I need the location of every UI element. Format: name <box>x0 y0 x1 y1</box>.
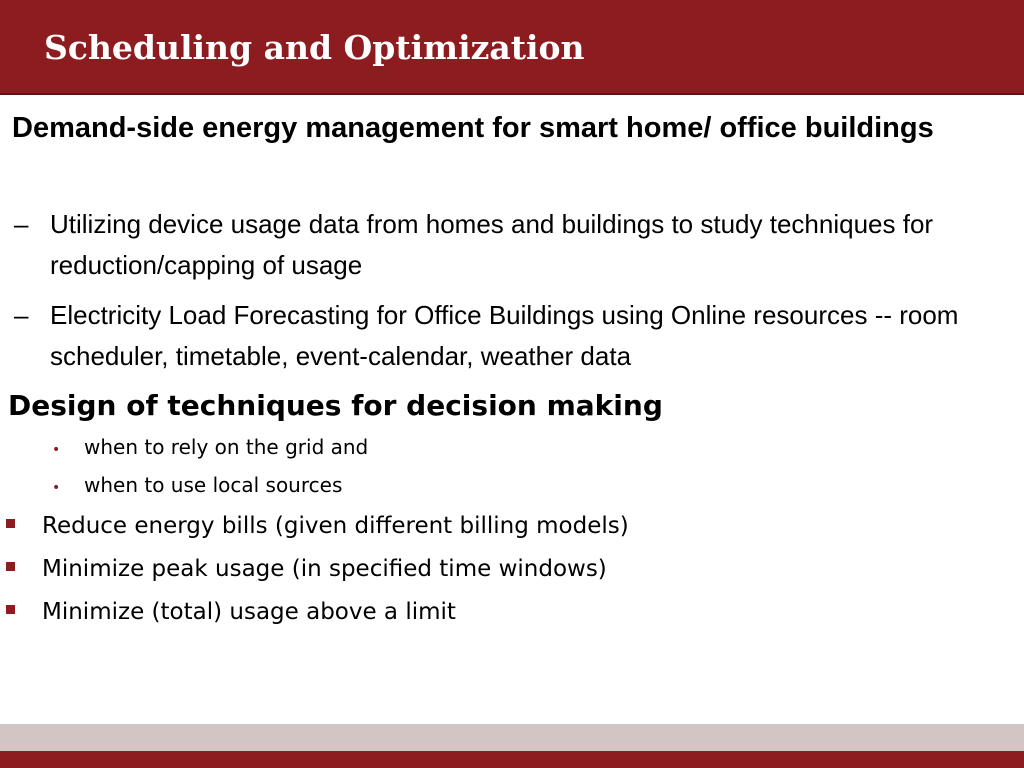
dot-bullet-icon: • <box>52 442 61 458</box>
list-item <box>6 553 607 585</box>
square-bullet-icon <box>6 519 15 528</box>
list-item-text: when to rely on the grid and <box>84 435 369 459</box>
footer-band-dark <box>0 751 1024 768</box>
dot-bullet-icon: • <box>52 480 61 496</box>
title-bar <box>0 0 1024 93</box>
list-item <box>52 433 368 464</box>
square-bullet-icon <box>6 605 15 614</box>
slide-title: Scheduling and Optimization <box>44 28 585 67</box>
list-item-text: Electricity Load Forecasting for Office Buildings using Online resources -- room scheduler, timetable, event-calendar, weather data <box>50 300 959 371</box>
list-item-text: Minimize peak usage (in specified time windows) <box>42 556 607 582</box>
footer-band-light <box>0 724 1024 751</box>
dash-bullet-icon: – <box>14 209 29 239</box>
dash-bullet-icon: – <box>14 300 29 330</box>
list-item <box>14 204 1016 286</box>
list-item <box>6 596 456 628</box>
section-heading-demand-side: Demand-side energy management for smart home/ office buildings <box>12 112 934 144</box>
list-item <box>14 295 1016 377</box>
list-item-text: Utilizing device usage data from homes and buildings to study techniques for reduction/capping of usage <box>50 209 934 280</box>
title-divider <box>0 93 1024 95</box>
list-item-text: when to use local sources <box>84 473 343 497</box>
square-bullet-icon <box>6 562 15 571</box>
list-item <box>6 510 629 542</box>
section-heading-decision-making: Design of techniques for decision making <box>8 389 663 422</box>
list-item <box>52 471 342 502</box>
list-item-text: Minimize (total) usage above a limit <box>42 599 456 625</box>
list-item-text: Reduce energy bills (given different billing models) <box>42 513 629 539</box>
